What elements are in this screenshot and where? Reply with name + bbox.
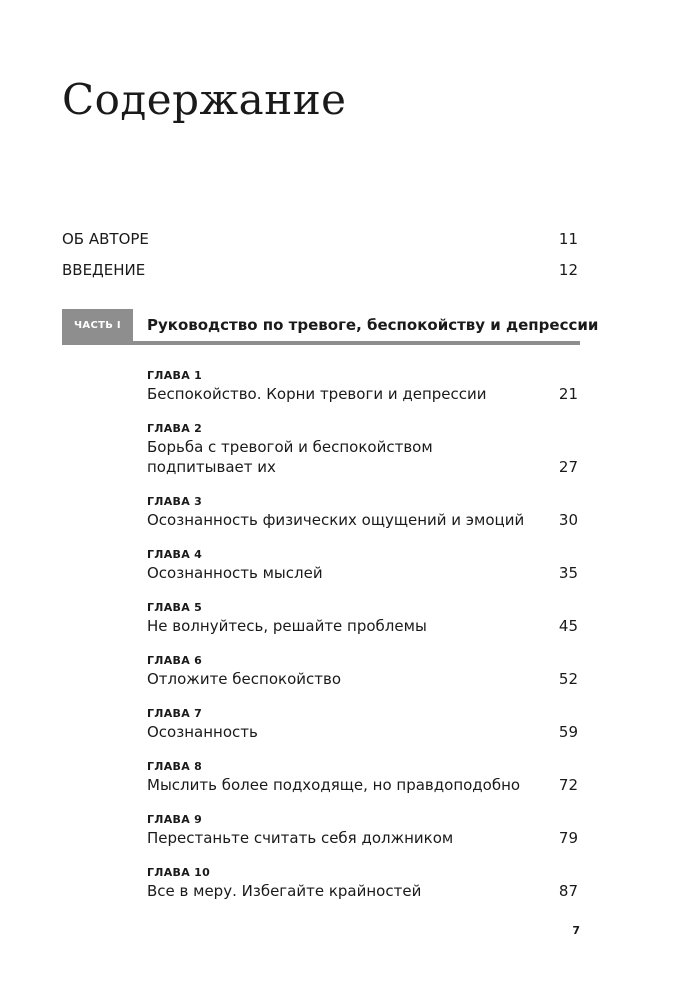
chapter-page-number: 35 xyxy=(558,564,578,582)
chapter-label: ГЛАВА 2 xyxy=(147,422,203,435)
chapter-page-number: 59 xyxy=(558,723,578,741)
toc-entry-label: ВВЕДЕНИЕ xyxy=(62,261,146,279)
chapter-label: ГЛАВА 5 xyxy=(147,601,203,614)
page-number: 7 xyxy=(572,924,580,937)
toc-chapter-8[interactable] xyxy=(147,759,580,795)
chapter-page-number: 45 xyxy=(558,617,578,635)
chapter-title: Все в меру. Избегайте крайностей xyxy=(147,882,422,900)
toc-chapter-4[interactable] xyxy=(147,547,580,583)
chapter-title: Борьба с тревогой и беспокойством подпитывает их xyxy=(147,438,433,476)
part-divider xyxy=(62,341,580,345)
chapter-page-number: 72 xyxy=(558,776,578,794)
chapter-label: ГЛАВА 1 xyxy=(147,369,203,382)
toc-chapter-7[interactable] xyxy=(147,706,580,742)
chapter-title: Осознанность мыслей xyxy=(147,564,323,582)
toc-entry-label: ОБ АВТОРЕ xyxy=(62,230,149,248)
chapter-label: ГЛАВА 9 xyxy=(147,813,203,826)
chapter-title: Беспокойство. Корни тревоги и депрессии xyxy=(147,385,487,403)
toc-chapter-6[interactable] xyxy=(147,653,580,689)
toc-chapter-5[interactable] xyxy=(147,600,580,636)
part-title: Руководство по тревоге, беспокойству и депрессии xyxy=(147,316,599,334)
chapter-label: ГЛАВА 3 xyxy=(147,495,203,508)
toc-entry-introduction[interactable] xyxy=(62,260,580,280)
chapter-title: Отложите беспокойство xyxy=(147,670,342,688)
page-title: Содержание xyxy=(62,75,347,124)
chapter-label: ГЛАВА 10 xyxy=(147,866,211,879)
chapter-page-number: 21 xyxy=(558,385,578,403)
toc-chapter-1[interactable] xyxy=(147,368,580,404)
toc-entry-page-number: 11 xyxy=(558,230,578,248)
chapter-title: Не волнуйтесь, решайте проблемы xyxy=(147,617,427,635)
toc-chapter-9[interactable] xyxy=(147,812,580,848)
chapter-label: ГЛАВА 6 xyxy=(147,654,203,667)
chapter-page-number: 87 xyxy=(558,882,578,900)
chapter-page-number: 30 xyxy=(558,511,578,529)
chapter-title: Осознанность физических ощущений и эмоций xyxy=(147,511,525,529)
toc-entry-page-number: 12 xyxy=(558,261,578,279)
chapter-title: Осознанность xyxy=(147,723,258,741)
chapter-title: Перестаньте считать себя должником xyxy=(147,829,454,847)
toc-entry-about-author[interactable] xyxy=(62,229,580,249)
chapter-page-number: 79 xyxy=(558,829,578,847)
chapter-label: ГЛАВА 8 xyxy=(147,760,203,773)
part-header xyxy=(62,309,599,343)
chapter-label: ГЛАВА 4 xyxy=(147,548,203,561)
toc-chapter-3[interactable] xyxy=(147,494,580,530)
chapter-page-number: 52 xyxy=(558,670,578,688)
toc-chapter-2[interactable] xyxy=(147,421,580,477)
chapter-label: ГЛАВА 7 xyxy=(147,707,203,720)
toc-chapter-10[interactable] xyxy=(147,865,580,901)
chapter-title: Мыслить более подходяще, но правдоподобно xyxy=(147,776,521,794)
chapter-page-number: 27 xyxy=(558,458,578,476)
part-badge: ЧАСТЬ I xyxy=(62,309,133,343)
